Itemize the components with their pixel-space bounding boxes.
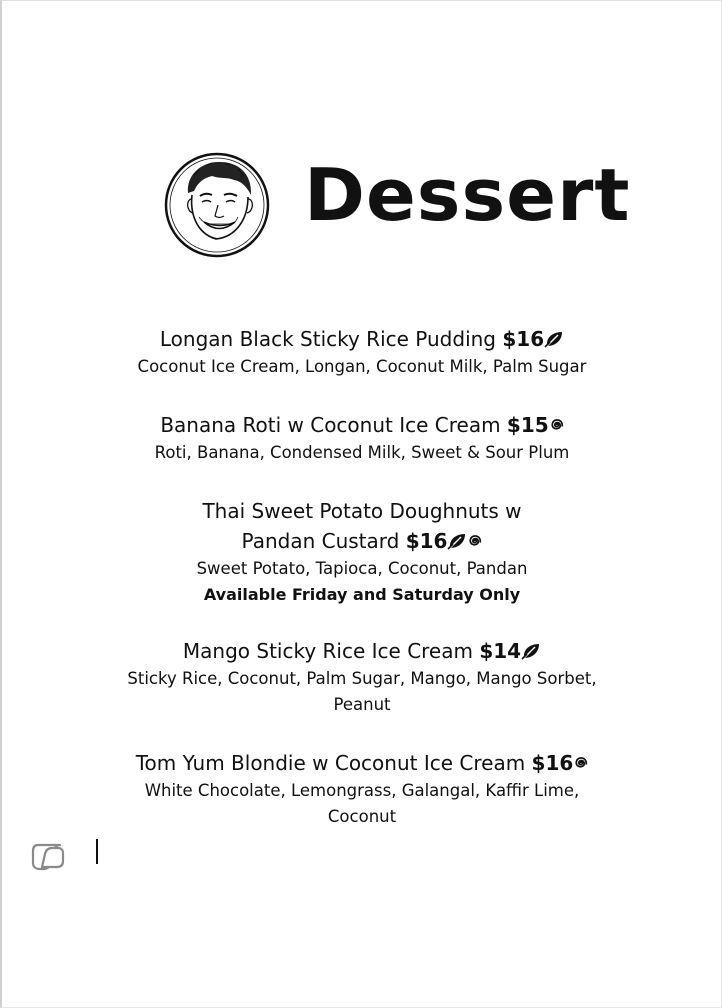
menu-item bbox=[62, 496, 662, 608]
menu-item bbox=[62, 748, 662, 830]
spiral-icon bbox=[467, 532, 482, 550]
item-name: Longan Black Sticky Rice Pudding bbox=[159, 327, 496, 351]
item-description: Roti, Banana, Condensed Milk, Sweet & Sour Plum bbox=[154, 443, 570, 462]
menu-item bbox=[62, 410, 662, 466]
item-price: $14 bbox=[479, 639, 522, 663]
text-cursor[interactable] bbox=[96, 839, 98, 864]
leaf-icon bbox=[544, 330, 564, 348]
item-price: $16 bbox=[405, 529, 448, 553]
leaf-icon bbox=[447, 532, 467, 550]
item-title bbox=[62, 324, 662, 354]
item-description-line-2: Coconut bbox=[327, 807, 397, 826]
item-description-line-1: White Chocolate, Lemongrass, Galangal, Kaffir Lime, bbox=[144, 781, 580, 800]
leaf-icon bbox=[521, 642, 541, 660]
item-name: Banana Roti w Coconut Ice Cream bbox=[160, 413, 501, 437]
item-title bbox=[62, 748, 662, 778]
item-description-line-2: Peanut bbox=[333, 695, 391, 714]
spiral-icon bbox=[573, 754, 588, 772]
availability-note: Available Friday and Saturday Only bbox=[203, 585, 521, 604]
item-description: Coconut Ice Cream, Longan, Coconut Milk, Palm Sugar bbox=[137, 357, 587, 376]
item-name: Mango Sticky Rice Ice Cream bbox=[182, 639, 473, 663]
item-name: Tom Yum Blondie w Coconut Ice Cream bbox=[135, 751, 526, 775]
face-portrait-logo bbox=[164, 149, 272, 261]
menu-header bbox=[164, 149, 631, 263]
item-title bbox=[62, 636, 662, 666]
spiral-icon bbox=[549, 416, 564, 434]
menu-item bbox=[62, 636, 662, 718]
item-price: $16 bbox=[502, 327, 545, 351]
item-price: $15 bbox=[506, 413, 549, 437]
item-name: Pandan Custard bbox=[241, 529, 400, 553]
item-price: $16 bbox=[531, 751, 574, 775]
item-title-line-2 bbox=[62, 526, 662, 556]
dessert-menu bbox=[62, 324, 662, 830]
copilot-icon[interactable] bbox=[30, 839, 66, 873]
item-title bbox=[62, 410, 662, 440]
item-title-line-1: Thai Sweet Potato Doughnuts w bbox=[202, 499, 522, 523]
item-description: Sweet Potato, Tapioca, Coconut, Pandan bbox=[196, 559, 528, 578]
page-title: Dessert bbox=[304, 153, 631, 237]
menu-item bbox=[62, 324, 662, 380]
item-description-line-1: Sticky Rice, Coconut, Palm Sugar, Mango, Mango Sorbet, bbox=[127, 669, 597, 688]
